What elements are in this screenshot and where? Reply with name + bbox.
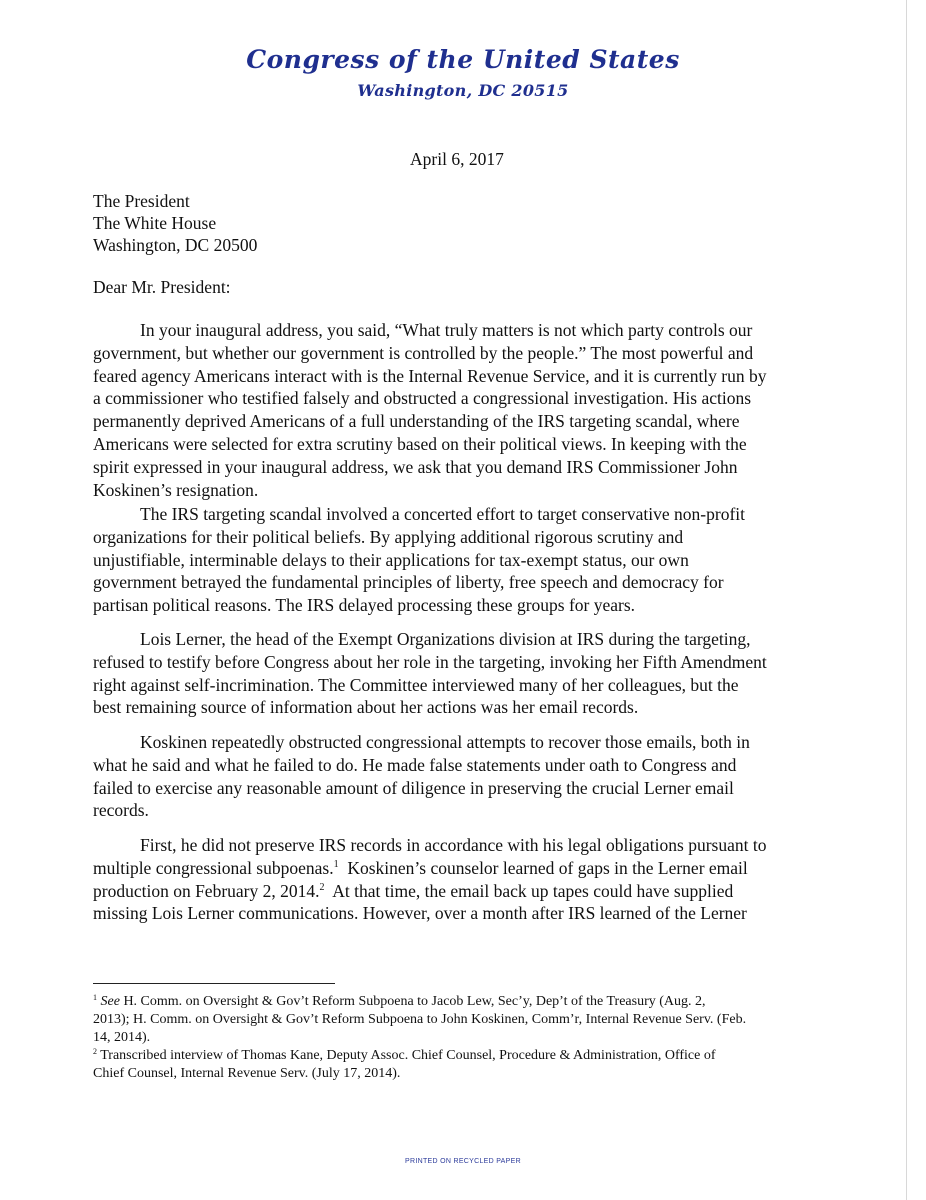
paragraph-line: a commissioner who testified falsely and obstructed a congressional investigation. His actions (93, 388, 752, 409)
paragraph-line: government, but whether our government is controlled by the people.” The most powerful and (93, 342, 754, 363)
paragraph-line: unjustifiable, interminable delays to their applications for tax-exempt status, our own (93, 549, 689, 570)
paragraph-line: organizations for their political beliefs. By applying additional rigorous scrutiny and (93, 526, 684, 547)
footnote-ref: 1 (333, 858, 339, 870)
line-text: production on February 2, 2014. (93, 880, 320, 901)
paragraph-line: Lois Lerner, the head of the Exempt Organizations division at IRS during the targeting, (140, 629, 751, 649)
recipient-address (93, 190, 257, 256)
paragraph-line (93, 880, 833, 903)
footnote-divider (93, 983, 335, 984)
paragraph-line: The IRS targeting scandal involved a concerted effort to target conservative non-profit (140, 504, 746, 524)
paragraph-line: missing Lois Lerner communications. However, over a month after IRS learned of the Lerner (93, 903, 747, 924)
paragraph-line: what he said and what he failed to do. He made false statements under oath to Congress and (93, 754, 737, 775)
footnote-number: 2 (93, 1047, 97, 1056)
salutation: Dear Mr. President: (93, 277, 231, 297)
footnote-text: Transcribed interview of Thomas Kane, Deputy Assoc. Chief Counsel, Procedure & Administration, Office of (97, 1048, 716, 1063)
paragraph-line: Americans were selected for extra scrutiny based on their political views. In keeping with the (93, 433, 747, 454)
footnote-signal: See (100, 994, 120, 1009)
paragraph-2 (93, 503, 833, 617)
paragraph-line: spirit expressed in your inaugural address, we ask that you demand IRS Commissioner John (93, 456, 738, 477)
letterhead-location: Washington, DC 20515 (357, 81, 569, 100)
footnote-2 (93, 1047, 833, 1065)
footnote-text: H. Comm. on Oversight & Gov’t Reform Subpoena to Jacob Lew, Sec’y, Dep’t of the Treasury (Aug. 2, (119, 994, 706, 1009)
line-text: At that time, the email back up tapes could have supplied (324, 880, 734, 901)
footnote-1 (93, 993, 833, 1011)
paragraph-3 (93, 628, 833, 719)
footnote-ref: 2 (319, 881, 325, 893)
paragraph-line: partisan political reasons. The IRS delayed processing these groups for years. (93, 595, 636, 616)
printed-on-recycled-paper: PRINTED ON RECYCLED PAPER (405, 1158, 521, 1165)
letter-date: April 6, 2017 (410, 149, 504, 169)
paragraph-4 (93, 731, 833, 822)
recipient-line: Washington, DC 20500 (93, 235, 258, 255)
paragraph-line: refused to testify before Congress about her role in the targeting, invoking her Fifth Amendment (93, 651, 767, 672)
recipient-line: The President (93, 191, 190, 211)
paragraph-line: right against self-incrimination. The Committee interviewed many of her colleagues, but the (93, 674, 739, 695)
paragraph-line: failed to exercise any reasonable amount of diligence in preserving the crucial Lerner email (93, 777, 734, 798)
paragraph-line: First, he did not preserve IRS records in accordance with his legal obligations pursuant to (140, 835, 767, 855)
line-text: multiple congressional subpoenas. (93, 857, 334, 878)
paragraph-line: Koskinen repeatedly obstructed congressional attempts to recover those emails, both in (140, 732, 750, 752)
paragraph-1 (93, 319, 833, 501)
page-edge (906, 0, 907, 1200)
footnote-line: Chief Counsel, Internal Revenue Serv. (July 17, 2014). (93, 1066, 401, 1081)
footnote-line: 14, 2014). (93, 1030, 151, 1045)
paragraph-line: records. (93, 800, 149, 821)
letterhead (0, 44, 926, 102)
paragraph-line: Koskinen’s resignation. (93, 479, 259, 500)
paragraph-5 (93, 834, 833, 925)
footnote-line: 2013); H. Comm. on Oversight & Gov’t Reform Subpoena to John Koskinen, Comm’r, Internal Revenue Serv. (Feb. (93, 1012, 747, 1027)
recipient-line: The White House (93, 213, 217, 233)
paragraph-line: In your inaugural address, you said, “What truly matters is not which party controls our (140, 320, 753, 340)
paragraph-line: government betrayed the fundamental principles of liberty, free speech and democracy for (93, 572, 724, 593)
paragraph-line: best remaining source of information about her actions was her email records. (93, 697, 639, 718)
paragraph-line: feared agency Americans interact with is the Internal Revenue Service, and it is currently run by (93, 365, 767, 386)
line-text: Koskinen’s counselor learned of gaps in the Lerner email (338, 857, 748, 878)
letterhead-title: Congress of the United States (246, 45, 680, 74)
paragraph-line: permanently deprived Americans of a full understanding of the IRS targeting scandal, where (93, 411, 740, 432)
footnote-number: 1 (93, 993, 97, 1002)
paragraph-line (93, 857, 833, 880)
footnotes (93, 993, 833, 1083)
